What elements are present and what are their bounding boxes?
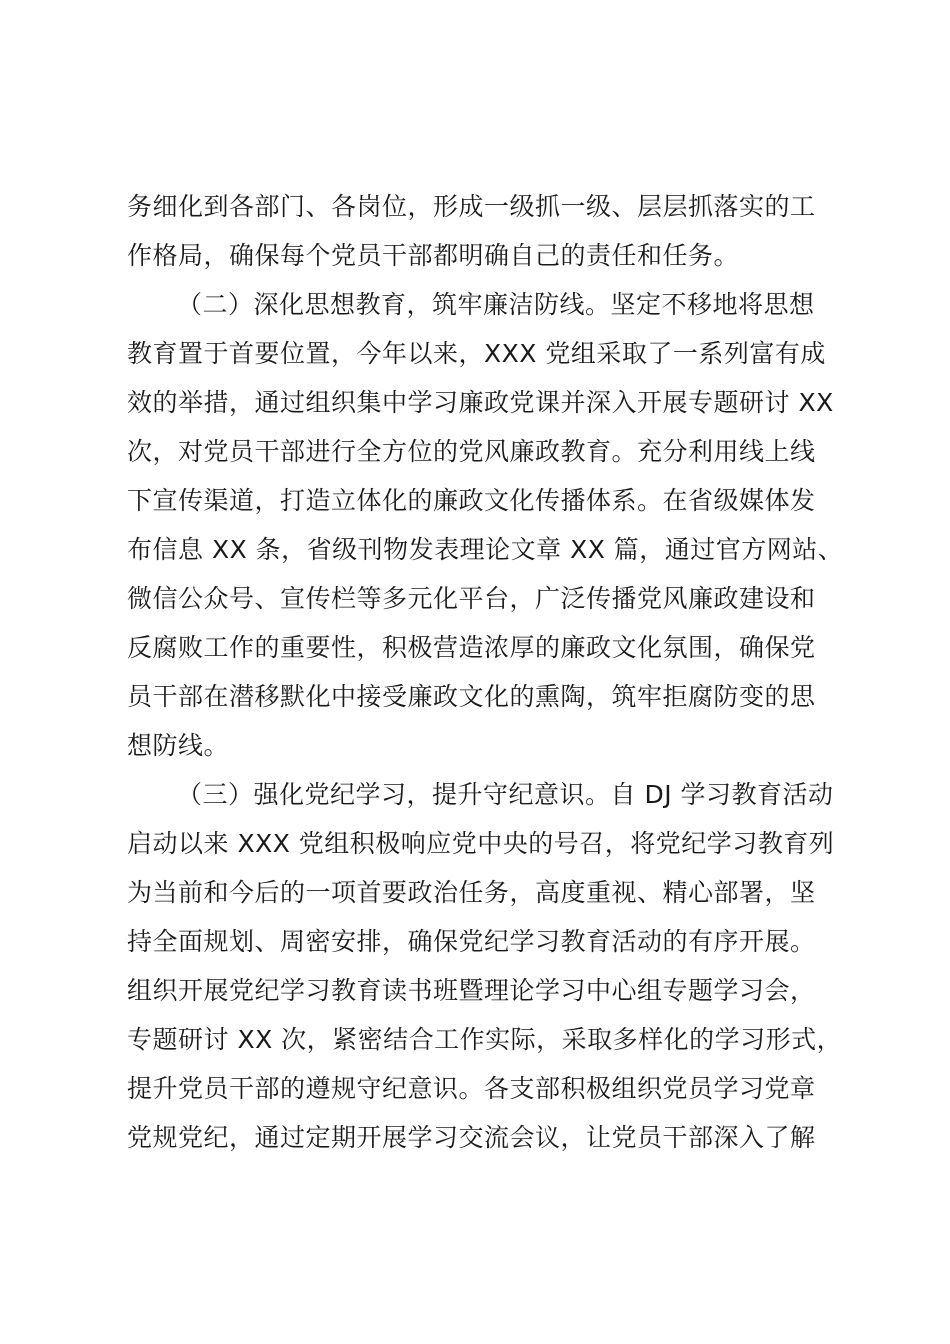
text-line: 提升党员干部的遵规守纪意识。各支部积极组织党员学习党章 xyxy=(127,1074,816,1103)
text-line: 作格局，确保每个党员干部都明确自己的责任和任务。 xyxy=(127,241,740,270)
section-heading-line: （二）深化思想教育，筑牢廉洁防线。坚定不移地将思想 xyxy=(177,290,815,319)
text-line: 想防线。 xyxy=(127,731,230,760)
text-line: 微信公众号、宣传栏等多元化平台，广泛传播党风廉政建设和 xyxy=(127,584,816,613)
text-line: 组织开展党纪学习教育读书班暨理论学习中心组专题学习会， xyxy=(127,976,816,1005)
text-line: 启动以来 XXX 党组积极响应党中央的号召，将党纪学习教育列 xyxy=(127,829,835,858)
text-line: 专题研讨 XX 次，紧密结合工作实际，采取多样化的学习形式， xyxy=(127,1025,843,1054)
text-line: 下宣传渠道，打造立体化的廉政文化传播体系。在省级媒体发 xyxy=(127,486,816,515)
text-line: 次，对党员干部进行全方位的党风廉政教育。充分利用线上线 xyxy=(127,437,816,466)
text-line: 布信息 XX 条，省级刊物发表理论文章 XX 篇，通过官方网站、 xyxy=(127,535,844,564)
text-line: 效的举措，通过组织集中学习廉政党课并深入开展专题研讨 XX xyxy=(127,388,834,417)
text-line: 党规党纪，通过定期开展学习交流会议，让党员干部深入了解 xyxy=(127,1123,816,1152)
text-line: 务细化到各部门、各岗位，形成一级抓一级、层层抓落实的工 xyxy=(127,192,816,221)
text-line: 教育置于首要位置，今年以来，XXX 党组采取了一系列富有成 xyxy=(127,339,826,368)
text-line: 反腐败工作的重要性，积极营造浓厚的廉政文化氛围，确保党 xyxy=(127,633,816,662)
text-line: 为当前和今后的一项首要政治任务，高度重视、精心部署，坚 xyxy=(127,878,816,907)
section-heading-line: （三）强化党纪学习，提升守纪意识。自 DJ 学习教育活动 xyxy=(177,780,834,809)
text-line: 员干部在潜移默化中接受廉政文化的熏陶，筑牢拒腐防变的思 xyxy=(127,682,816,711)
text-line: 持全面规划、周密安排，确保党纪学习教育活动的有序开展。 xyxy=(127,927,816,956)
